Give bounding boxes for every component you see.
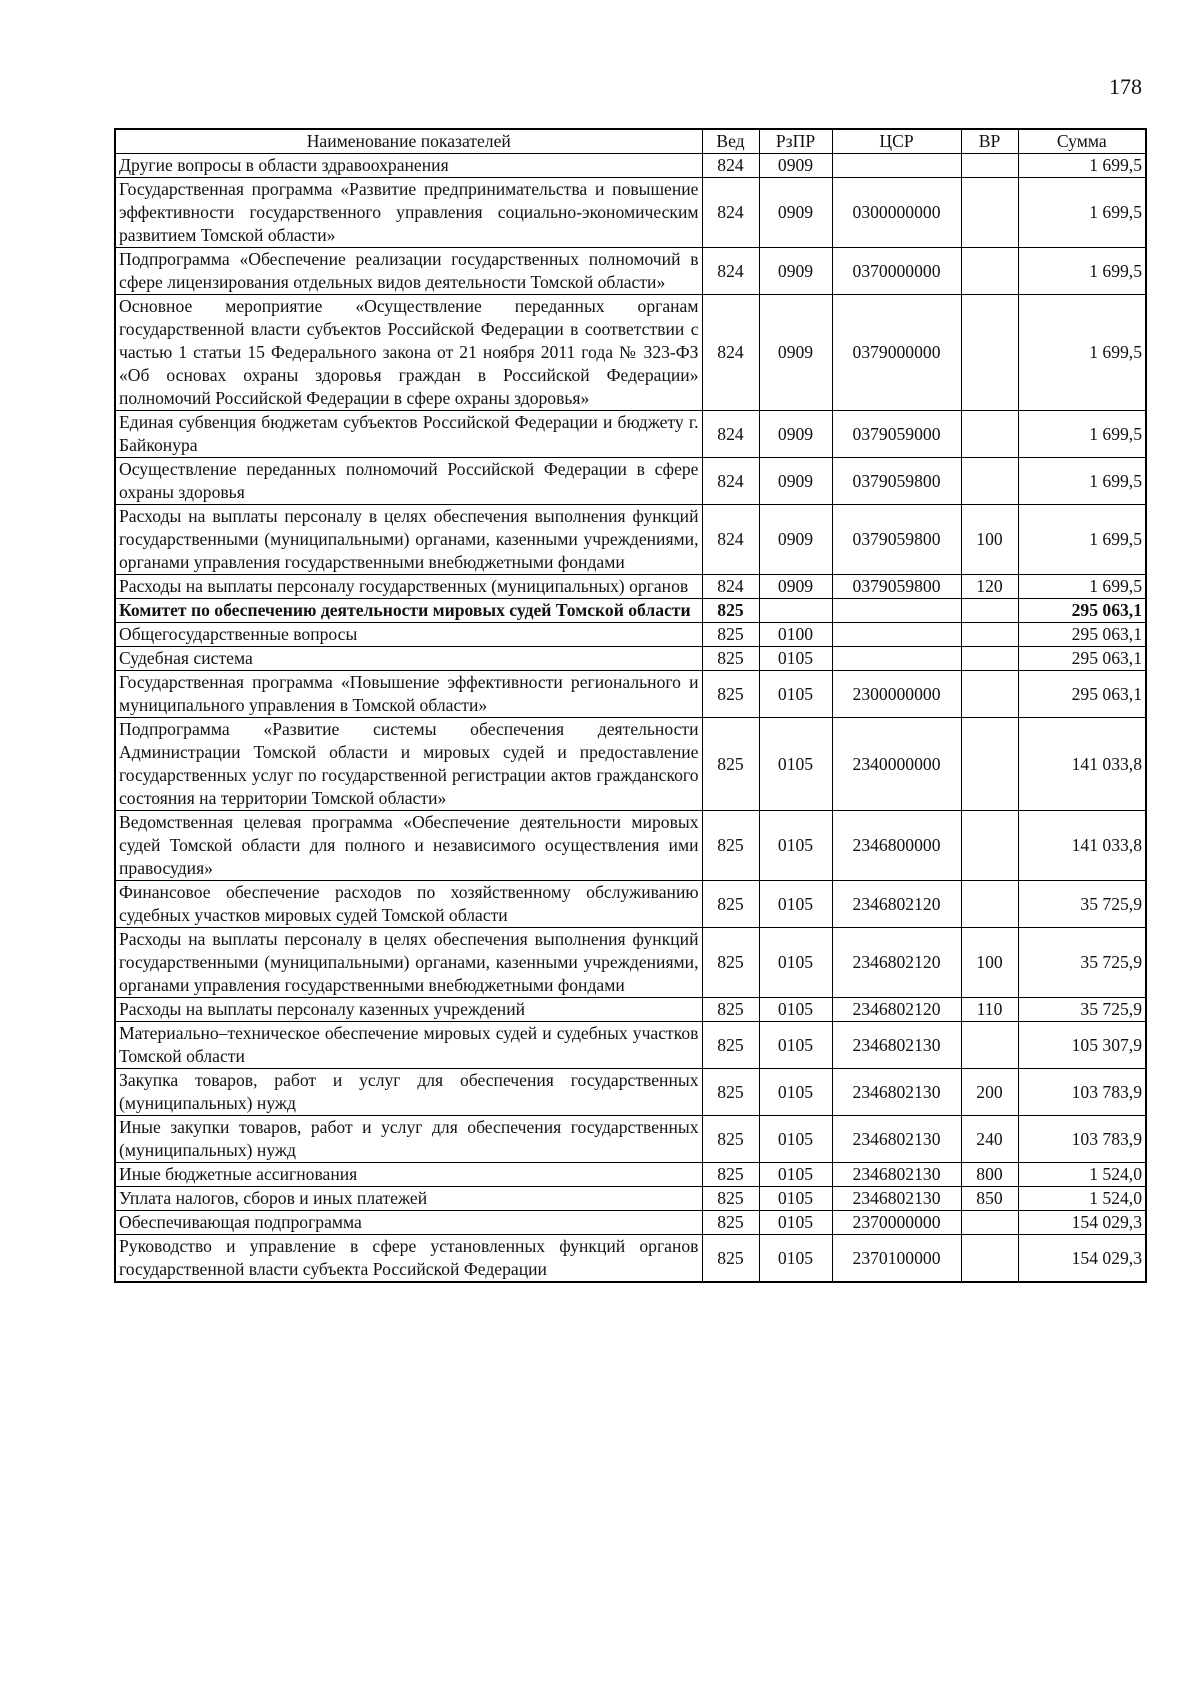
cell-vr xyxy=(961,623,1018,647)
cell-name: Материально–техническое обеспечение мировых судей и судебных участков Томской области xyxy=(115,1022,702,1069)
cell-rzpr: 0909 xyxy=(759,411,832,458)
cell-rzpr: 0105 xyxy=(759,671,832,718)
cell-sum: 1 699,5 xyxy=(1018,505,1146,575)
cell-ved: 825 xyxy=(702,1069,759,1116)
cell-csr: 2370000000 xyxy=(832,1211,961,1235)
cell-csr: 2346802120 xyxy=(832,881,961,928)
cell-ved: 825 xyxy=(702,1116,759,1163)
cell-name: Закупка товаров, работ и услуг для обеспечения государственных (муниципальных) нужд xyxy=(115,1069,702,1116)
cell-vr xyxy=(961,671,1018,718)
cell-sum: 1 699,5 xyxy=(1018,575,1146,599)
cell-vr xyxy=(961,881,1018,928)
cell-sum: 295 063,1 xyxy=(1018,599,1146,623)
table-row xyxy=(115,458,1146,505)
cell-csr: 2346802120 xyxy=(832,998,961,1022)
cell-sum: 35 725,9 xyxy=(1018,881,1146,928)
cell-vr: 850 xyxy=(961,1187,1018,1211)
cell-rzpr: 0909 xyxy=(759,178,832,248)
cell-csr xyxy=(832,623,961,647)
cell-name: Расходы на выплаты персоналу в целях обеспечения выполнения функций государственными (муниципальными) органами, казенными учреждениями, органами управления государственными внебюджетными фондами xyxy=(115,928,702,998)
cell-sum: 1 524,0 xyxy=(1018,1163,1146,1187)
cell-ved: 824 xyxy=(702,411,759,458)
cell-name: Обеспечивающая подпрограмма xyxy=(115,1211,702,1235)
table-row xyxy=(115,647,1146,671)
cell-vr: 100 xyxy=(961,505,1018,575)
cell-rzpr: 0105 xyxy=(759,647,832,671)
cell-vr xyxy=(961,811,1018,881)
cell-ved: 824 xyxy=(702,295,759,411)
cell-sum: 1 699,5 xyxy=(1018,154,1146,178)
cell-ved: 825 xyxy=(702,1187,759,1211)
cell-sum: 105 307,9 xyxy=(1018,1022,1146,1069)
cell-name: Государственная программа «Развитие предпринимательства и повышение эффективности государственного управления социально-экономическим развитием Томской области» xyxy=(115,178,702,248)
cell-name: Осуществление переданных полномочий Российской Федерации в сфере охраны здоровья xyxy=(115,458,702,505)
cell-csr: 2346802130 xyxy=(832,1069,961,1116)
cell-csr: 0379059000 xyxy=(832,411,961,458)
cell-name: Финансовое обеспечение расходов по хозяйственному обслуживанию судебных участков мировых судей Томской области xyxy=(115,881,702,928)
cell-sum: 295 063,1 xyxy=(1018,647,1146,671)
cell-rzpr: 0105 xyxy=(759,1116,832,1163)
cell-rzpr: 0105 xyxy=(759,1211,832,1235)
cell-vr xyxy=(961,411,1018,458)
cell-rzpr: 0105 xyxy=(759,718,832,811)
cell-ved: 824 xyxy=(702,248,759,295)
cell-name: Расходы на выплаты персоналу казенных учреждений xyxy=(115,998,702,1022)
cell-ved: 825 xyxy=(702,881,759,928)
header-name: Наименование показателей xyxy=(115,129,702,154)
table-row xyxy=(115,1022,1146,1069)
cell-name: Другие вопросы в области здравоохранения xyxy=(115,154,702,178)
cell-ved: 824 xyxy=(702,575,759,599)
cell-rzpr: 0105 xyxy=(759,1187,832,1211)
cell-csr: 0379000000 xyxy=(832,295,961,411)
cell-rzpr: 0105 xyxy=(759,1022,832,1069)
cell-csr: 2346802130 xyxy=(832,1116,961,1163)
cell-rzpr: 0105 xyxy=(759,998,832,1022)
cell-csr: 2346802130 xyxy=(832,1163,961,1187)
table-row xyxy=(115,1163,1146,1187)
cell-rzpr xyxy=(759,599,832,623)
table-row xyxy=(115,599,1146,623)
cell-sum: 1 699,5 xyxy=(1018,411,1146,458)
cell-vr xyxy=(961,599,1018,623)
cell-ved: 824 xyxy=(702,178,759,248)
cell-vr xyxy=(961,248,1018,295)
cell-ved: 825 xyxy=(702,623,759,647)
cell-rzpr: 0105 xyxy=(759,1069,832,1116)
cell-sum: 154 029,3 xyxy=(1018,1211,1146,1235)
cell-rzpr: 0105 xyxy=(759,1163,832,1187)
header-vr: ВР xyxy=(961,129,1018,154)
cell-vr xyxy=(961,718,1018,811)
cell-name: Общегосударственные вопросы xyxy=(115,623,702,647)
cell-name: Иные закупки товаров, работ и услуг для обеспечения государственных (муниципальных) нужд xyxy=(115,1116,702,1163)
cell-rzpr: 0105 xyxy=(759,881,832,928)
cell-rzpr: 0105 xyxy=(759,1235,832,1283)
cell-name: Государственная программа «Повышение эффективности регионального и муниципального управления в Томской области» xyxy=(115,671,702,718)
cell-name: Руководство и управление в сфере установленных функций органов государственной власти субъекта Российской Федерации xyxy=(115,1235,702,1283)
cell-rzpr: 0909 xyxy=(759,458,832,505)
cell-name: Расходы на выплаты персоналу в целях обеспечения выполнения функций государственными (муниципальными) органами, казенными учреждениями, органами управления государственными внебюджетными фондами xyxy=(115,505,702,575)
table-row xyxy=(115,1116,1146,1163)
table-row xyxy=(115,411,1146,458)
cell-vr xyxy=(961,295,1018,411)
table-row xyxy=(115,928,1146,998)
cell-vr: 240 xyxy=(961,1116,1018,1163)
cell-sum: 141 033,8 xyxy=(1018,718,1146,811)
cell-csr: 2346802130 xyxy=(832,1022,961,1069)
cell-ved: 825 xyxy=(702,599,759,623)
cell-csr: 0379059800 xyxy=(832,575,961,599)
cell-csr: 2300000000 xyxy=(832,671,961,718)
cell-csr: 2346802130 xyxy=(832,1187,961,1211)
cell-sum: 103 783,9 xyxy=(1018,1116,1146,1163)
table-row xyxy=(115,1235,1146,1283)
cell-name: Основное мероприятие «Осуществление переданных органам государственной власти субъектов Российской Федерации в соответствии с частью 1 статьи 15 Федерального закона от 21 ноября 2011 года № 323-ФЗ «Об основах охраны здоровья граждан в Российской Федерации» полномочий Российской Федерации в сфере охраны здоровья» xyxy=(115,295,702,411)
cell-ved: 825 xyxy=(702,647,759,671)
cell-ved: 825 xyxy=(702,1163,759,1187)
cell-csr: 0370000000 xyxy=(832,248,961,295)
cell-vr xyxy=(961,154,1018,178)
cell-rzpr: 0909 xyxy=(759,248,832,295)
cell-sum: 1 699,5 xyxy=(1018,458,1146,505)
cell-ved: 825 xyxy=(702,1211,759,1235)
cell-rzpr: 0100 xyxy=(759,623,832,647)
cell-csr xyxy=(832,647,961,671)
cell-csr: 0379059800 xyxy=(832,505,961,575)
header-ved: Вед xyxy=(702,129,759,154)
cell-ved: 824 xyxy=(702,458,759,505)
table-row xyxy=(115,671,1146,718)
cell-sum: 154 029,3 xyxy=(1018,1235,1146,1283)
cell-name: Комитет по обеспечению деятельности мировых судей Томской области xyxy=(115,599,702,623)
cell-ved: 825 xyxy=(702,718,759,811)
cell-vr: 120 xyxy=(961,575,1018,599)
table-row xyxy=(115,295,1146,411)
cell-sum: 295 063,1 xyxy=(1018,671,1146,718)
table-header-row xyxy=(115,129,1146,154)
table-row xyxy=(115,575,1146,599)
cell-csr: 0379059800 xyxy=(832,458,961,505)
cell-vr xyxy=(961,1022,1018,1069)
cell-rzpr: 0105 xyxy=(759,811,832,881)
cell-ved: 825 xyxy=(702,998,759,1022)
cell-csr: 2346800000 xyxy=(832,811,961,881)
cell-vr xyxy=(961,647,1018,671)
cell-vr xyxy=(961,178,1018,248)
cell-rzpr: 0909 xyxy=(759,575,832,599)
cell-vr xyxy=(961,1211,1018,1235)
budget-table xyxy=(114,128,1147,1283)
cell-ved: 825 xyxy=(702,1022,759,1069)
table-row xyxy=(115,718,1146,811)
cell-ved: 825 xyxy=(702,671,759,718)
cell-vr xyxy=(961,458,1018,505)
cell-name: Иные бюджетные ассигнования xyxy=(115,1163,702,1187)
table-row xyxy=(115,998,1146,1022)
cell-vr xyxy=(961,1235,1018,1283)
cell-sum: 295 063,1 xyxy=(1018,623,1146,647)
cell-ved: 825 xyxy=(702,811,759,881)
table-row xyxy=(115,248,1146,295)
cell-vr: 200 xyxy=(961,1069,1018,1116)
table-row xyxy=(115,881,1146,928)
cell-csr: 2340000000 xyxy=(832,718,961,811)
table-row xyxy=(115,154,1146,178)
cell-csr xyxy=(832,154,961,178)
table-row xyxy=(115,811,1146,881)
page-number: 178 xyxy=(1109,74,1142,99)
cell-rzpr: 0909 xyxy=(759,295,832,411)
cell-sum: 1 699,5 xyxy=(1018,248,1146,295)
cell-rzpr: 0909 xyxy=(759,154,832,178)
cell-ved: 824 xyxy=(702,505,759,575)
table-row xyxy=(115,1187,1146,1211)
cell-name: Ведомственная целевая программа «Обеспечение деятельности мировых судей Томской области для полного и независимого осуществления ими правосудия» xyxy=(115,811,702,881)
cell-vr: 100 xyxy=(961,928,1018,998)
cell-csr: 0300000000 xyxy=(832,178,961,248)
table-row xyxy=(115,623,1146,647)
cell-csr: 2370100000 xyxy=(832,1235,961,1283)
cell-rzpr: 0909 xyxy=(759,505,832,575)
cell-ved: 825 xyxy=(702,1235,759,1283)
cell-ved: 825 xyxy=(702,928,759,998)
cell-rzpr: 0105 xyxy=(759,928,832,998)
cell-csr xyxy=(832,599,961,623)
header-sum: Сумма xyxy=(1018,129,1146,154)
header-rzpr: РзПР xyxy=(759,129,832,154)
table-row xyxy=(115,505,1146,575)
cell-name: Подпрограмма «Обеспечение реализации государственных полномочий в сфере лицензирования отдельных видов деятельности Томской области» xyxy=(115,248,702,295)
cell-ved: 824 xyxy=(702,154,759,178)
cell-name: Уплата налогов, сборов и иных платежей xyxy=(115,1187,702,1211)
cell-name: Единая субвенция бюджетам субъектов Российской Федерации и бюджету г. Байконура xyxy=(115,411,702,458)
table-body xyxy=(115,154,1146,1283)
cell-sum: 1 699,5 xyxy=(1018,178,1146,248)
cell-csr: 2346802120 xyxy=(832,928,961,998)
cell-name: Подпрограмма «Развитие системы обеспечения деятельности Администрации Томской области и мировых судей и предоставление государственных услуг по государственной регистрации актов гражданского состояния на территории Томской области» xyxy=(115,718,702,811)
cell-sum: 103 783,9 xyxy=(1018,1069,1146,1116)
cell-vr: 110 xyxy=(961,998,1018,1022)
header-csr: ЦСР xyxy=(832,129,961,154)
cell-name: Расходы на выплаты персоналу государственных (муниципальных) органов xyxy=(115,575,702,599)
table-row xyxy=(115,1211,1146,1235)
cell-name: Судебная система xyxy=(115,647,702,671)
table-row xyxy=(115,178,1146,248)
cell-vr: 800 xyxy=(961,1163,1018,1187)
cell-sum: 141 033,8 xyxy=(1018,811,1146,881)
cell-sum: 35 725,9 xyxy=(1018,998,1146,1022)
cell-sum: 35 725,9 xyxy=(1018,928,1146,998)
cell-sum: 1 524,0 xyxy=(1018,1187,1146,1211)
cell-sum: 1 699,5 xyxy=(1018,295,1146,411)
table-row xyxy=(115,1069,1146,1116)
